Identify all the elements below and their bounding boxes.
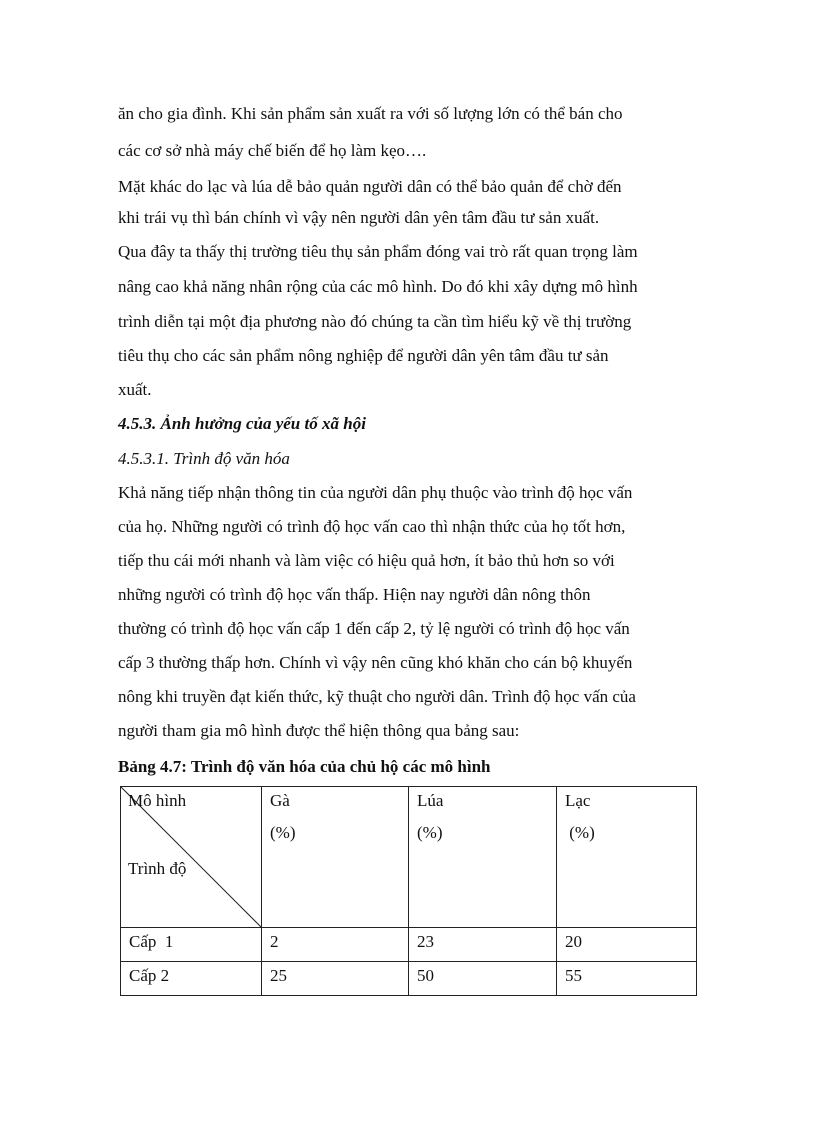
paragraph-line: Mặt khác do lạc và lúa dễ bảo quản người dân có thể bảo quản để chờ đến [118,177,622,196]
paragraph-line: ăn cho gia đình. Khi sản phẩm sản xuất ra với số lượng lớn có thể bán cho [118,104,623,123]
paragraph-line: khi trái vụ thì bán chính vì vậy nên người dân yên tâm đầu tư sản xuất. [118,208,600,227]
table-row [121,962,697,996]
table-cell: 2 [262,928,409,962]
education-level-table [120,786,697,996]
row-label: Cấp 2 [121,962,262,996]
section-heading: 4.5.3. Ảnh hưởng của yếu tố xã hội [118,414,366,433]
paragraph-line: nâng cao khả năng nhân rộng của các mô hình. Do đó khi xây dựng mô hình [118,277,638,296]
table-cell: 50 [409,962,557,996]
table-header-row [121,787,697,928]
body-line: của họ. Những người có trình độ học vấn cao thì nhận thức của họ tốt hơn, [118,517,626,536]
corner-row-label: Trình độ [128,859,187,878]
column-unit: (%) [417,823,443,842]
column-unit: (%) [270,823,296,842]
paragraph-line: trình diễn tại một địa phương nào đó chúng ta cần tìm hiểu kỹ về thị trường [118,312,632,331]
paragraph-line: tiêu thụ cho các sản phẩm nông nghiệp để người dân yên tâm đầu tư sản [118,346,609,365]
column-name: Gà [270,791,290,810]
body-line: cấp 3 thường thấp hơn. Chính vì vậy nên cũng khó khăn cho cán bộ khuyến [118,653,633,672]
column-unit: (%) [565,823,595,842]
column-name: Lúa [417,791,444,810]
corner-header-cell [121,787,262,928]
table-cell: 23 [409,928,557,962]
column-header-ga [262,787,409,928]
table-cell: 20 [557,928,697,962]
row-label: Cấp 1 [121,928,262,962]
body-line: nông khi truyền đạt kiến thức, kỹ thuật cho người dân. Trình độ học vấn của [118,687,636,706]
table-row [121,928,697,962]
paragraph-line: các cơ sở nhà máy chế biến để họ làm kẹo…. [118,141,427,160]
body-line: người tham gia mô hình được thể hiện thông qua bảng sau: [118,721,520,740]
column-name: Lạc [565,791,591,810]
column-header-lac [557,787,697,928]
table-cell: 55 [557,962,697,996]
table-caption: Bảng 4.7: Trình độ văn hóa của chủ hộ các mô hình [118,757,491,776]
body-line: tiếp thu cái mới nhanh và làm việc có hiệu quả hơn, ít bảo thủ hơn so với [118,551,615,570]
corner-column-label: Mô hình [128,791,187,810]
paragraph-line: Qua đây ta thấy thị trường tiêu thụ sản phẩm đóng vai trò rất quan trọng làm [118,242,638,261]
paragraph-line: xuất. [118,380,152,399]
subsection-heading: 4.5.3.1. Trình độ văn hóa [118,449,290,468]
body-line: Khả năng tiếp nhận thông tin của người dân phụ thuộc vào trình độ học vấn [118,483,633,502]
body-line: thường có trình độ học vấn cấp 1 đến cấp 2, tỷ lệ người có trình độ học vấn [118,619,630,638]
body-line: những người có trình độ học vấn thấp. Hiện nay người dân nông thôn [118,585,591,604]
table-cell: 25 [262,962,409,996]
column-header-lua [409,787,557,928]
